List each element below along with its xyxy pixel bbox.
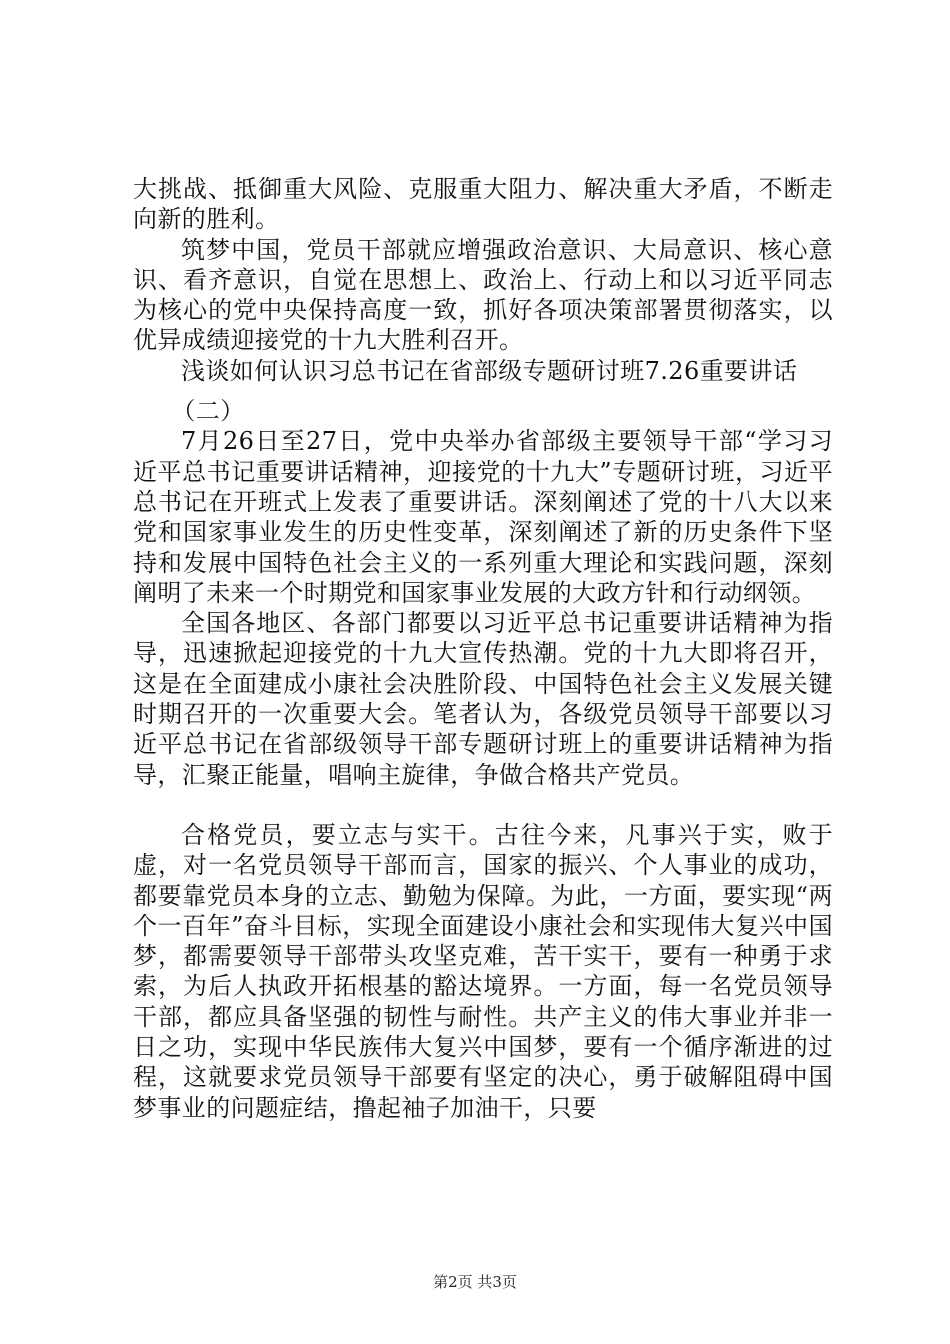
paragraph-seminar: 7月26日至27日，党中央举办省部级主要领导干部“学习习近平总书记重要讲话精神，迎接党的十九大”专题研讨班，习近平总书记在开班式上发表了重要讲话。深刻阐述了党的十八大以来党和国家事业发生的历史性变革，深刻阐述了新的历史条件下坚持和发展中国特色社会主义的一系列重大理论和实践问题，深刻阐明了未来一个时期党和国家事业发展的大政方针和行动纲领。 [133,427,833,607]
paragraph-guidance: 全国各地区、各部门都要以习近平总书记重要讲话精神为指导，迅速掀起迎接党的十九大宣传热潮。党的十九大即将召开，这是在全面建成小康社会决胜阶段、中国特色社会主义发展关键时期召开的一次重要大会。笔者认为，各级党员领导干部要以习近平总书记在省部级领导干部专题研讨班上的重要讲话精神为指导，汇聚正能量，唱响主旋律，争做合格共产党员。 [133,609,833,789]
section-subheading: （二） [171,397,245,426]
page-footer: 第2页 共3页 [433,1273,517,1291]
section-heading: 浅谈如何认识习总书记在省部级专题研讨班7.26重要讲话 [181,356,798,385]
paragraph-continuation: 大挑战、抵御重大风险、克服重大阻力、解决重大矛盾，不断走向新的胜利。 [133,175,833,234]
paragraph-political-awareness: 筑梦中国，党员干部就应增强政治意识、大局意识、核心意识、看齐意识，自觉在思想上、政治上、行动上和以习近平同志为核心的党中央保持高度一致，抓好各项决策部署贯彻落实，以优异成绩迎接党的十九大胜利召开。 [133,235,833,355]
paragraph-qualified-member: 合格党员，要立志与实干。古往今来，凡事兴于实，败于虚，对一名党员领导干部而言，国家的振兴、个人事业的成功，都要靠党员本身的立志、勤勉为保障。为此，一方面，要实现“两个一百年”奋斗目标，实现全面建设小康社会和实现伟大复兴中国梦，都需要领导干部带头攻坚克难，苦干实干，要有一种勇于求索，为后人执政开拓根基的豁达境界。一方面，每一名党员领导干部，都应具备坚强的韧性与耐性。共产主义的伟大事业并非一日之功，实现中华民族伟大复兴中国梦，要有一个循序渐进的过程，这就要求党员领导干部要有坚定的决心，勇于破解阻碍中国梦事业的问题症结，撸起袖子加油干，只要 [133,820,833,1122]
document-body [133,174,833,1123]
